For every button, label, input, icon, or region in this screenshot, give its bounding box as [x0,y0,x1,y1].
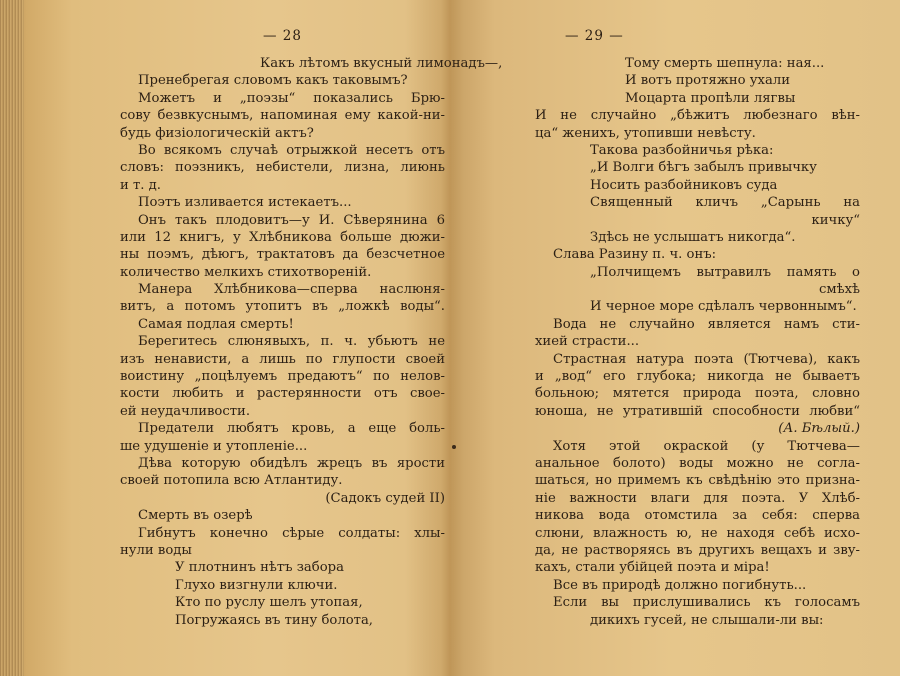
text-line: Глухо визгнули ключи. [175,577,338,593]
text-line: да, не растворяясь въ другихъ вещахъ и зву- [535,542,860,558]
text-line: словъ: поэзникъ, небистели, лизна, лиюнь [120,160,445,176]
text-line: У плотнинъ нѣтъ забора [175,560,344,576]
text-line: и „вод“ его глубока; никогда не бываетъ [535,369,860,385]
text-line: Священный кличъ „Сарынь на [590,195,860,211]
text-line: ей неудачливости. [120,403,251,419]
text-line: Берегитесь слюнявыхъ, п. ч. убьютъ не [138,334,445,350]
text-line: Если вы прислушивались къ голосамъ [553,595,860,611]
text-line: ца“ женихъ, утопивши невѣсту. [535,125,756,141]
text-line: Пренебрегая словомъ какъ таковымъ? [138,73,408,89]
text-line: Хотя этой окраской (у Тютчева— [553,438,860,454]
ink-spot [452,445,456,449]
text-line: Какъ лѣтомъ вкусный лимонадъ—, [260,56,503,71]
text-line: И черное море сдѣлалъ червоннымъ“. [590,299,857,315]
text-line: шаться, но примемъ къ свѣдѣнію это призна- [535,473,860,489]
text-line: (А. Бѣлый.) [778,421,860,437]
text-line: Погружаясь въ тину болота, [175,612,373,628]
text-line: Тому смерть шепнула: ная... [625,56,825,71]
text-line: никова вода отомстила за себя: сперва [535,508,860,524]
text-line: хией страсти... [535,334,640,350]
text-line: „Полчищемъ вытравилъ память о [590,264,860,280]
text-line: смѣхѣ [819,282,860,298]
text-line: анальное болото) воды можно не согла- [535,455,860,471]
text-line: витъ, а потомъ утопитъ въ „ложкѣ воды“. [120,299,445,315]
text-line: ніе важности влаги для поэта. У Хлѣб- [535,490,860,506]
text-line: Онъ такъ плодовитъ—у И. Сѣверянина 6 [138,212,445,228]
text-line: дикихъ гусей, не слышали-ли вы: [590,612,824,628]
text-line: кости любить и растерянности отъ свое- [120,386,445,402]
text-line: будь физіологическій актъ? [120,125,314,141]
text-line: больною; мятется природа поэта, словно [535,386,860,402]
right-page-number: — 29 — [565,28,624,44]
text-line: изъ ненависти, а лишь по глупости своей [120,351,445,367]
text-line: Слава Разину п. ч. онъ: [553,247,717,263]
text-line: И вотъ протяжно ухали [625,73,790,89]
text-line: Поэтъ изливается истекаетъ... [138,195,352,211]
text-line: Самая подлая смерть! [138,316,294,332]
text-line: Кто по руслу шелъ утопая, [175,595,363,611]
text-line: Манера Хлѣбникова—сперва наслюня- [138,282,445,298]
text-line: слюни, влажность ю, не находя себѣ исхо- [535,525,860,541]
text-line: Предатели любятъ кровь, а еще боль- [138,421,445,437]
text-line: Смерть въ озерѣ [138,508,253,524]
text-line: Моцарта пропѣли лягвы [625,90,796,106]
text-line: ны поэмъ, дѣюгъ, трактатовъ да безсчетное [120,247,445,263]
right-page [535,0,860,676]
text-line: Здѣсь не услышатъ никогда“. [590,229,796,245]
text-line: Вода не случайно является намъ сти- [553,316,860,332]
text-line: кахъ, стали убійцей поэта и міра! [535,560,770,576]
text-line: юноша, не утратившій способности любви“ [535,403,860,419]
text-line: или 12 книгъ, у Хлѣбникова больше дюжи- [120,229,445,245]
book-page-edges [0,0,24,676]
text-line: Гибнутъ конечно сѣрые солдаты: хлы- [138,525,445,541]
text-line: Носить разбойниковъ суда [590,177,778,193]
right-page-text [535,55,860,629]
text-line: Все въ природѣ должно погибнуть... [553,577,807,593]
text-line: и т. д. [120,177,161,193]
text-line: Такова разбойничья рѣка: [590,142,774,158]
text-line: Во всякомъ случаѣ отрыжкой несетъ отъ [138,142,445,158]
text-line: ше удушеніе и утопленіе... [120,438,308,454]
text-line: сову безвкуснымъ, напоминая ему какой-ни- [120,108,445,124]
text-line: нули воды [120,542,192,558]
text-line: количество мелкихъ стихотвореній. [120,264,372,280]
text-line: И не случайно „бѣжитъ любезнаго вѣн- [535,108,860,124]
text-line: своей потопила всю Атлантиду. [120,473,343,489]
left-page-text [120,55,503,629]
left-page [120,0,503,676]
text-line: Дѣва которую обидѣлъ жрецъ въ ярости [138,455,445,471]
text-line: воистину „поцѣлуемъ предаютъ“ по нелов- [120,369,445,385]
text-line: „И Волги бѣгъ забылъ привычку [590,160,817,176]
text-line: (Садокъ судей II) [325,490,445,506]
text-line: кичку“ [811,212,860,228]
left-page-number: — 28 [263,28,302,44]
text-line: Можетъ и „поэзы“ показались Брю- [138,90,445,106]
text-line: Страстная натура поэта (Тютчева), какъ [553,351,860,367]
